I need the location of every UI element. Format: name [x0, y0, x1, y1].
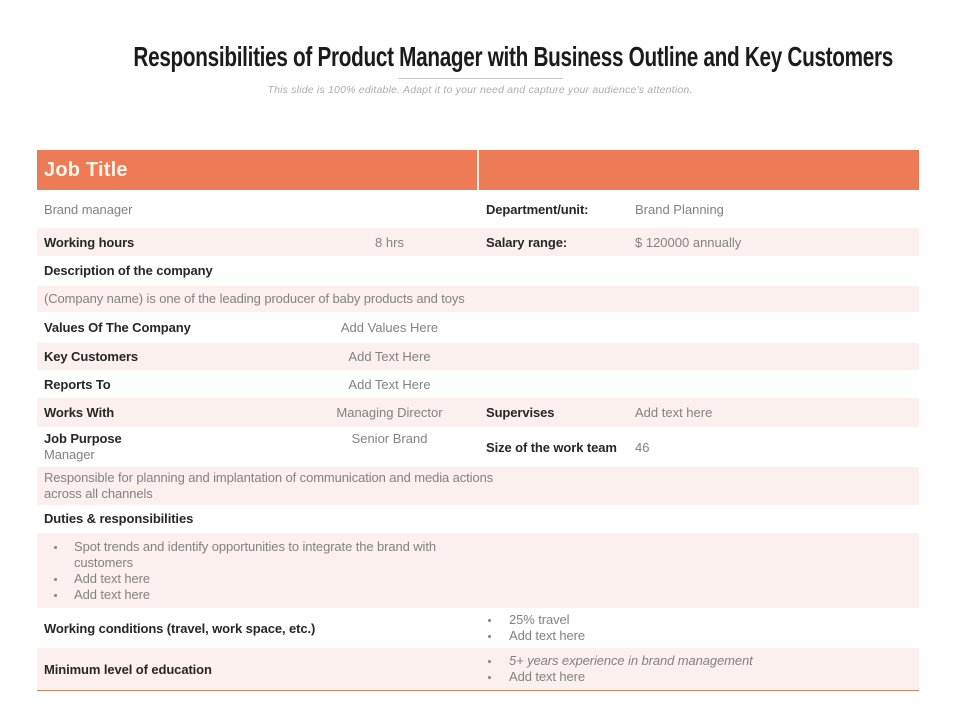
cell-description-label: [37, 262, 919, 280]
table-row-company-values: [37, 312, 919, 343]
table-header-title: Job Title: [44, 158, 128, 181]
duties-item: Add text here: [74, 586, 151, 602]
bullet-icon: [54, 546, 57, 549]
table-header-row: [37, 150, 919, 190]
duties-item: Add text here: [74, 570, 151, 586]
working-conditions-label: Working conditions (travel, work space, etc.): [44, 620, 316, 636]
bullet-icon: [488, 676, 491, 679]
list-item: [44, 587, 919, 603]
education-label: Minimum level of education: [44, 661, 212, 677]
supervises-label: Supervises: [486, 405, 555, 420]
cell-supervises: [477, 405, 919, 420]
table-row-duties-list: [37, 533, 919, 608]
job-description-table: [37, 150, 919, 691]
description-text: (Company name) is one of the leading producer of baby products and toys: [44, 291, 465, 306]
reports-to-label: Reports To: [44, 376, 111, 392]
slide-title: Responsibilities of Product Manager with Business Outline and Key Customers: [133, 41, 893, 72]
job-purpose-line1: [44, 431, 477, 447]
list-item: [486, 669, 753, 685]
job-purpose-value: Senior Brand: [351, 431, 428, 446]
bullet-icon: [488, 660, 491, 663]
supervises-value: Add text here: [635, 405, 713, 420]
job-title-value: Brand manager: [44, 201, 133, 217]
cell-duties-list: [37, 539, 919, 603]
education-bullet-list: [486, 653, 753, 685]
title-divider-line: [398, 78, 563, 79]
education-item: 5+ years experience in brand management: [509, 653, 753, 668]
list-item: [486, 612, 585, 628]
working-hours-label: Working hours: [44, 234, 135, 250]
job-purpose-label: Job Purpose: [44, 431, 122, 446]
education-item: Add text here: [509, 669, 586, 684]
bullet-icon: [54, 578, 57, 581]
job-purpose-text: Responsible for planning and implantation of communication and media actions across all channels: [44, 470, 494, 501]
table-row-jobpurpose-text: [37, 467, 919, 505]
cell-jobpurpose-text: [37, 470, 919, 502]
key-customers-label: Key Customers: [44, 349, 139, 364]
cell-works-with: [37, 405, 477, 420]
list-item: [486, 628, 585, 644]
list-item: [486, 653, 753, 669]
table-row-working-conditions: [37, 608, 919, 648]
works-with-value: Managing Director: [336, 405, 443, 420]
title-block: [0, 41, 960, 73]
cell-department: [477, 202, 919, 217]
cell-reports-to: [37, 377, 477, 392]
duties-label: Duties & responsibilities: [44, 511, 194, 526]
description-label: Description of the company: [44, 263, 213, 278]
cell-working-hours: [37, 235, 477, 250]
cell-duties-label: [37, 510, 919, 528]
cell-description-text: [37, 290, 919, 308]
table-row-reports-to: [37, 370, 919, 398]
table-row-hours-salary: [37, 228, 919, 256]
working-conditions-item: Add text here: [509, 628, 586, 643]
salary-range-value: $ 120000 annually: [635, 234, 742, 250]
duties-item: Spot trends and identify opportunities to integrate the brand with customers: [74, 538, 436, 570]
key-customers-value: Add Text Here: [348, 349, 431, 364]
job-purpose-value-overflow: Manager: [44, 447, 95, 462]
cell-education-list: [477, 653, 919, 685]
duties-bullet-list: [44, 539, 919, 603]
department-value: Brand Planning: [635, 201, 724, 217]
table-row-workswith-supervises: [37, 398, 919, 427]
department-label: Department/unit:: [486, 201, 589, 217]
bullet-icon: [488, 635, 491, 638]
working-conditions-item: 25% travel: [509, 612, 570, 627]
cell-job-purpose: [37, 431, 477, 463]
company-values-value: Add Values Here: [340, 320, 439, 335]
table-row-education: [37, 648, 919, 690]
cell-working-conditions-label: [37, 621, 477, 636]
bullet-icon: [488, 619, 491, 622]
cell-education-label: [37, 662, 477, 677]
salary-range-label: Salary range:: [486, 234, 568, 250]
table-row-description-text: [37, 286, 919, 312]
cell-key-customers: [37, 349, 477, 364]
team-size-value: 46: [635, 439, 650, 455]
table-row-job-title: [37, 190, 919, 228]
header-column-divider: [477, 150, 479, 190]
cell-company-values: [37, 320, 477, 335]
working-hours-value: 8 hrs: [375, 234, 404, 250]
reports-to-value: Add Text Here: [348, 376, 431, 392]
cell-team-size: [477, 440, 919, 455]
slide-subtitle: This slide is 100% editable. Adapt it to your need and capture your audience's attention.: [267, 84, 693, 96]
table-row-jobpurpose-teamsize: [37, 427, 919, 467]
list-item: [44, 539, 919, 571]
bullet-icon: [54, 594, 57, 597]
table-row-description-label: [37, 256, 919, 286]
works-with-label: Works With: [44, 405, 115, 420]
cell-working-conditions-list: [477, 612, 919, 644]
working-conditions-bullet-list: [486, 612, 585, 644]
list-item: [44, 571, 919, 587]
table-row-duties-label: [37, 505, 919, 533]
team-size-label: Size of the work team: [486, 439, 617, 455]
company-values-label: Values Of The Company: [44, 320, 191, 335]
table-row-key-customers: [37, 343, 919, 370]
cell-job-title-value: [37, 202, 477, 217]
cell-salary-range: [477, 235, 919, 250]
